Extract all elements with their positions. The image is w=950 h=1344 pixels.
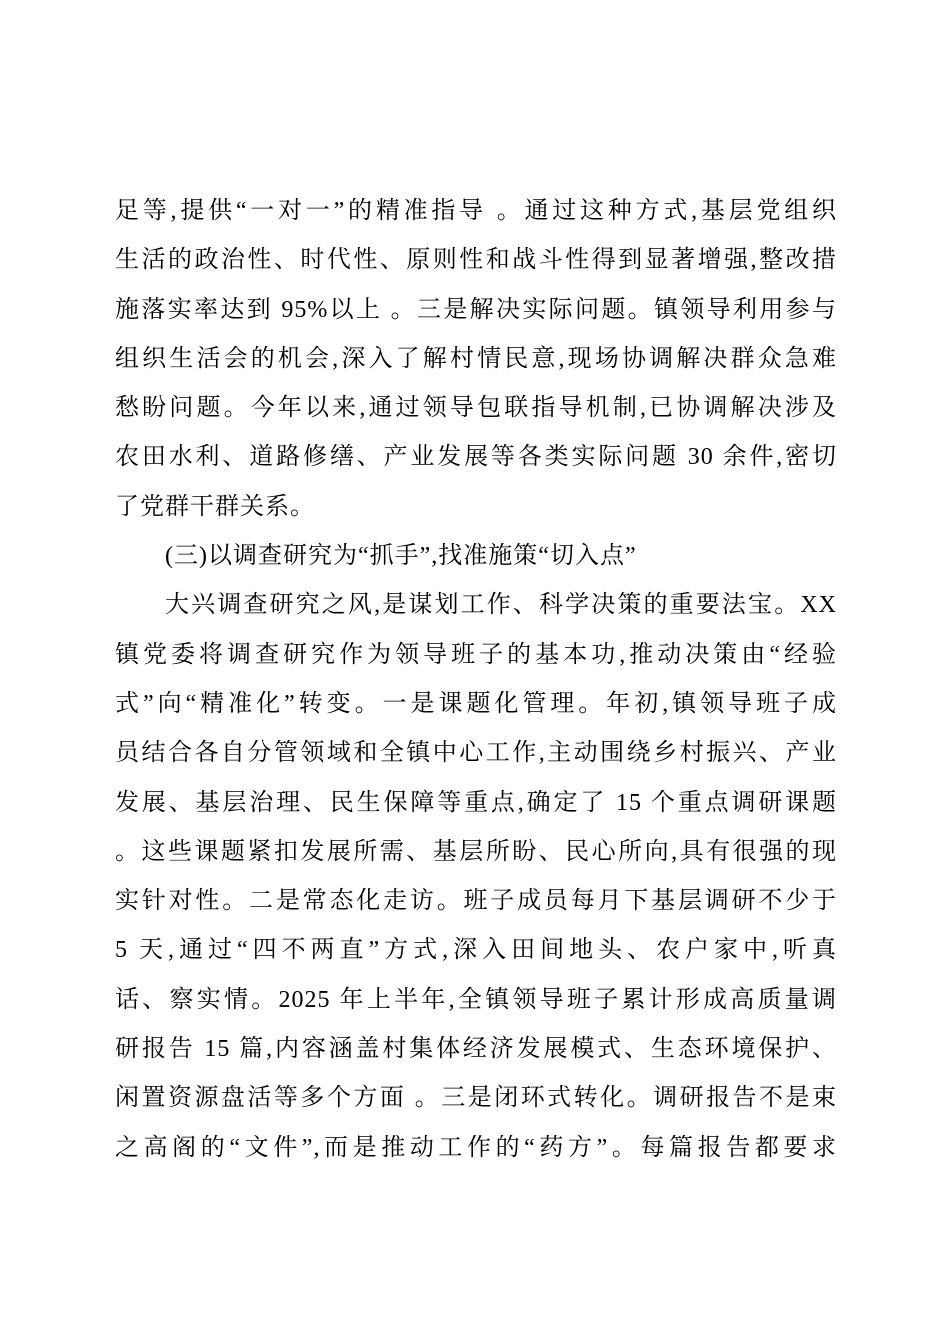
text-line: 员结合各自分管领域和全镇中心工作,主动围绕乡村振兴、产业 <box>115 740 837 767</box>
text-line: 了党群干群关系。 <box>115 493 315 520</box>
text-line: 镇党委将调查研究作为领导班子的基本功,推动决策由“经验 <box>115 641 837 668</box>
text-line: 农田水利、道路修缮、产业发展等各类实际问题 30 余件,密切 <box>115 444 837 471</box>
text-line: 愁盼问题。今年以来,通过领导包联指导机制,已协调解决涉及 <box>115 395 837 422</box>
text-line: 实针对性。二是常态化走访。班子成员每月下基层调研不少于 <box>115 888 837 915</box>
text-line: 施落实率达到 95%以上 。三是解决实际问题。镇领导利用参与 <box>115 296 837 323</box>
text-line: 研报告 15 篇,内容涵盖村集体经济发展模式、生态环境保护、 <box>115 1036 837 1063</box>
text-line: 大兴调查研究之风,是谋划工作、科学决策的重要法宝。XX <box>165 592 837 619</box>
text-line: 5 天,通过“四不两直”方式,深入田间地头、农户家中,听真 <box>115 937 837 964</box>
text-line: 式”向“精准化”转变。一是课题化管理。年初,镇领导班子成 <box>115 690 837 717</box>
text-line: 。这些课题紧扣发展所需、基层所盼、民心所向,具有很强的现 <box>115 838 837 865</box>
text-line: 生活的政治性、时代性、原则性和战斗性得到显著增强,整改措 <box>115 247 837 274</box>
text-line: 之高阁的“文件”,而是推动工作的“药方”。每篇报告都要求 <box>115 1134 837 1161</box>
text-line: 组织生活会的机会,深入了解村情民意,现场协调解决群众急难 <box>115 345 837 372</box>
text-line: 话、察实情。2025 年上半年,全镇领导班子累计形成高质量调 <box>115 986 837 1013</box>
text-line: 足等,提供“一对一”的精准指导 。通过这种方式,基层党组织 <box>115 198 837 224</box>
text-line: 发展、基层治理、民生保障等重点,确定了 15 个重点调研课题 <box>115 789 837 816</box>
text-line: 闲置资源盘活等多个方面 。三是闭环式转化。调研报告不是束 <box>115 1085 837 1112</box>
document-text-block <box>115 187 837 1173</box>
section-heading: (三)以调查研究为“抓手”,找准施策“切入点” <box>165 543 637 570</box>
